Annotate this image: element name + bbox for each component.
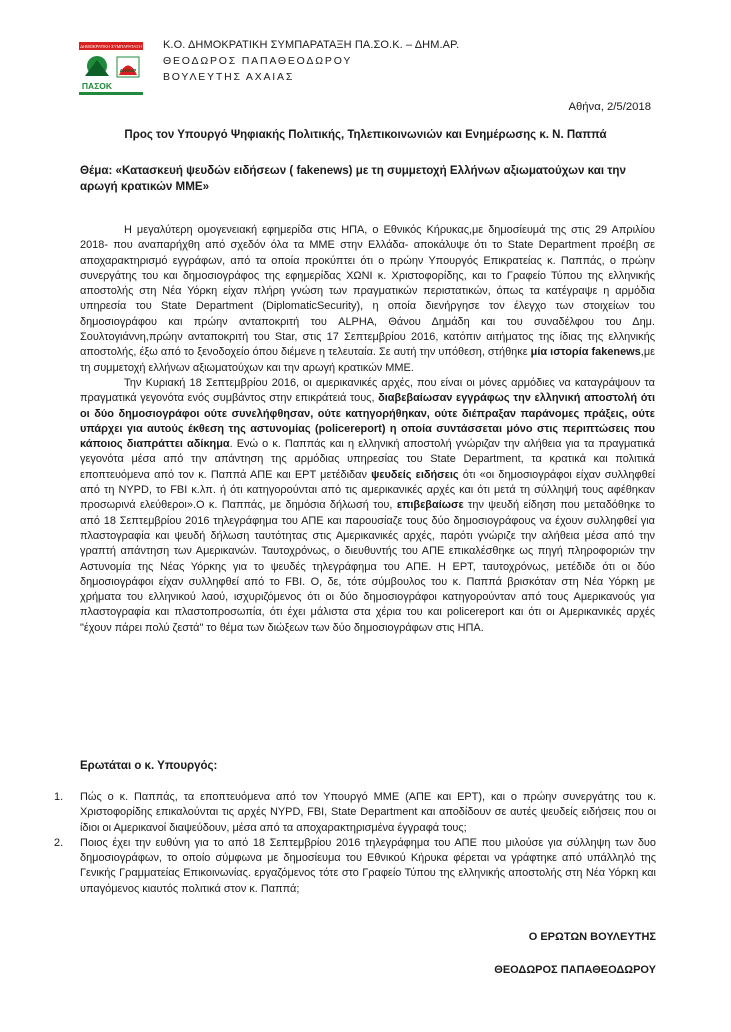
list-item [54,836,656,897]
text-run: ,με τη συμμετοχή ελλήνων αξιωματούχων και την αρωγή κρατικών ΜΜΕ. [80,346,655,374]
signature-role: Ο ΕΡΩΤΩΝ ΒΟΥΛΕΥΤΗΣ [528,931,656,943]
list-item-text: Πώς ο κ. Παππάς, τα εποπτευόμενα από τον Υπουργό ΜΜΕ (ΑΠΕ και ΕΡΤ), και ο πρώην συνεργάτης του κ. Χριστοφορίδης επικαλούνται τις αρχές NYPD, FBI, State Department και αποδίδουν σε αυτές ψευδείς ειδήσεις που οι ίδιοι οι Αμερικανοί διαψεύδουν, μέσα από τα αποχαρακτηρισμένα έγγραφά τους; [80,791,656,834]
text-run: . Ενώ ο κ. Παππάς και η ελληνική αποστολή γνώριζαν την αλήθεια για τα πραγματικά γεγονότα μέσα από την απάντηση της αρμόδιας υπηρεσίας του State Department, τα κρατικά και πολιτικά εποπτευόμενα από τον κ. Παππά ΑΠΕ και ΕΡΤ μετέδιδαν [80,438,655,481]
addressee: Προς τον Υπουργό Ψηφιακής Πολιτικής, Τηλεπικοινωνιών και Ενημέρωσης κ. Ν. Παππά [124,129,607,141]
letterhead-group: Κ.Ο. ΔΗΜΟΚΡΑΤΙΚΗ ΣΥΜΠΑΡΑΤΑΞΗ ΠΑ.ΣΟ.Κ. – ΔΗΜ.ΑΡ. [163,39,460,51]
logo-partner-text: ΔΗΜΑΡ [119,68,137,73]
subject-line: Θέμα: «Κατασκευή ψευδών ειδήσεων ( fakenews) με τη συμμετοχή Ελλήνων αξιωματούχων και την αρωγή κρατικών ΜΜΕ» [80,164,626,193]
emphasis-text: διαβεβαίωσαν εγγράφως την ελληνική αποστολή ότι οι δύο δημοσιογράφοι ούτε συνελήφθησαν, ούτε κατηγορήθηκαν, ούτε διέπραξαν παράνομες πράξεις, ούτε υπάρχει για αυτούς έκθεση της αστυνομίας (policereport) η οποία συντάσσεται μόνο στις περιπτώσεις που κάποιος διαπράττει αδίκημα [80,392,655,451]
questions-title: Ερωτάται ο κ. Υπουργός: [80,760,218,772]
list-item-number: 1. [54,791,64,803]
emphasis-text: μία ιστορία fakenews [530,346,641,359]
text-run: Την Κυριακή 18 Σεπτεμβρίου 2016, οι αμερικανικές αρχές, που είναι οι μόνες αρμόδιες να καταγράψουν τα πραγματικά γεγονότα ενός συμβάντος στην επικράτειά τους, [80,376,655,405]
text-run: Η μεγαλύτερη ομογενειακή εφημερίδα στις ΗΠΑ, ο Εθνικός Κήρυκας,με δημοσίευμά της στις 29 Απριλίου 2018- που αναπαρήχθη από σχεδόν όλα τα ΜΜΕ στην Ελλάδα- αποκάλυψε ότι το State Department προέβη σε αποχαρακτηρισμό εγγράφων, από τα οποία προκύπτει ότι ο πρώην Υπουργός Επικρατείας κ. Παππάς, ο πρώην συνεργάτης του και δημοσιογράφος της εφημερίδας ΧΩΝΙ κ. Χριστοφορίδης, και το Γραφείο Τύπου της ελληνικής αποστολής στη Νέα Υόρκη είχαν πλήρη γνώση των πραγματικών περιστατικών, όπως τα κατέγραψε η αρμόδια υπηρεσία του State Department (DiplomaticSecurity), η οποία διενήργησε τον έλεγχο των στοιχείων του δημοσιογράφου και πρώην ανταποκριτή του ALPHA, Θάνου Δημάδη και του συναδέλφου του Δημ. Σουλτογιάννη,πρώην ανταποκριτή του Star, στις 17 Σεπτεμβρίου 2016, κατόπιν αιτήματος της ίδιας της ελληνικής αποστολής, έξω από το ξενοδοχείο όπου διέμενε η τελευταία. Σε αυτή την υπόθεση, στήθηκε [80,224,655,359]
emphasis-text: ψευδείς ειδήσεις [371,468,459,481]
logo-bottom-bar [79,92,143,95]
letterhead-name: ΘΕΟΔΩΡΟΣ ΠΑΠΑΘΕΟΔΩΡΟΥ [163,55,353,67]
body-paragraph-1 [80,223,655,376]
questions-list [54,790,656,897]
document-body [80,223,655,636]
logo-banner-text: ΔΗΜΟΚΡΑΤΙΚΗ ΣΥΜΠΑΡΑΤΑΞΗ [80,44,142,49]
list-item-number: 2. [54,836,64,849]
list-item [54,790,656,836]
signature-name: ΘΕΟΔΩΡΟΣ ΠΑΠΑΘΕΟΔΩΡΟΥ [494,964,656,976]
logo-party-text: ΠΑΣΟΚ [81,81,113,91]
letterhead-title: ΒΟΥΛΕΥΤΗΣ ΑΧΑΙΑΣ [163,71,295,83]
letterhead [163,37,459,85]
text-run: την ψευδή είδηση που μεταδόθηκε το από 18 Σεπτεμβρίου 2016 τηλεγράφημα του ΑΠΕ και παρουσίαζε τους δύο δημοσιογράφους να έχουν συλληφθεί για πλαστογραφία και ψευδή δήλωση ταυτότητας στις Αμερικανικές αρχές, παρότι γνώριζε την αλήθεια μέσα από την γραπτή απάντηση των Αμερικανών. Ταυτοχρόνως, ο διευθυντής του ΑΠΕ επικαλέσθηκε ως πηγή πληροφοριών την Αστυνομία της Νέας Υόρκης για το ψευδές τηλεγράφημα του ΑΠΕ. Η ΕΡΤ, ταυτοχρόνως, μετέδιδε ότι οι δύο δημοσιογράφοι είχαν συλληφθεί από το FBI. Ο, δε, τότε σύμβουλος του κ. Παππά βρισκόταν στη Νέα Υόρκη με χρήματα του ελληνικού λαού, ισχυριζόμενος ότι οι δύο δημοσιογράφοι κατηγορούνταν από τους Αμερικανούς για πλαστογραφία και πλαστοπροσωπία, ότι έχει μάλιστα στα χέρια του και policereport και ότι οι Αμερικανικές αρχές "έχουν πάρει πολύ ζεστά" το θέμα των διώξεων των δύο δημοσιογράφων στις ΗΠΑ. [80,499,656,634]
text-run: ότι «οι δημοσιογράφοι είχαν συλληφθεί από τη NYPD, το FBI κ.λπ. ή ότι κατηγορούνται από τις αμερικανικές αρχές και ότι μετά τη σύλληψή τους αφέθηκαν προσωρινά ελεύθεροι».Ο κ. Παππάς, με δημόσια δήλωσή του, [80,468,655,512]
body-paragraph-2 [80,376,655,636]
emphasis-text: επιβεβαίωσε [396,499,464,512]
document-date: Αθήνα, 2/5/2018 [568,101,651,113]
pasok-dimar-logo [79,42,143,98]
list-item-text: Ποιος έχει την ευθύνη για το από 18 Σεπτεμβρίου 2016 τηλεγράφημα του ΑΠΕ που μιλούσε για σύλληψη των δυο δημοσιογράφων, το οποίο σύμφωνα με δημοσίευμα του Εθνικού Κήρυκα φέρεται να γράφτηκε από υπάλληλό της Γενικής Γραμματείας Επικοινωνίας. εργαζόμενος τότε στο Γραφείο Τύπου της ελληνικής αποστολής στη Νέα Υόρκη και υπαγόμενος κιαυτός πολιτικά στον κ. Παππά; [80,836,656,895]
